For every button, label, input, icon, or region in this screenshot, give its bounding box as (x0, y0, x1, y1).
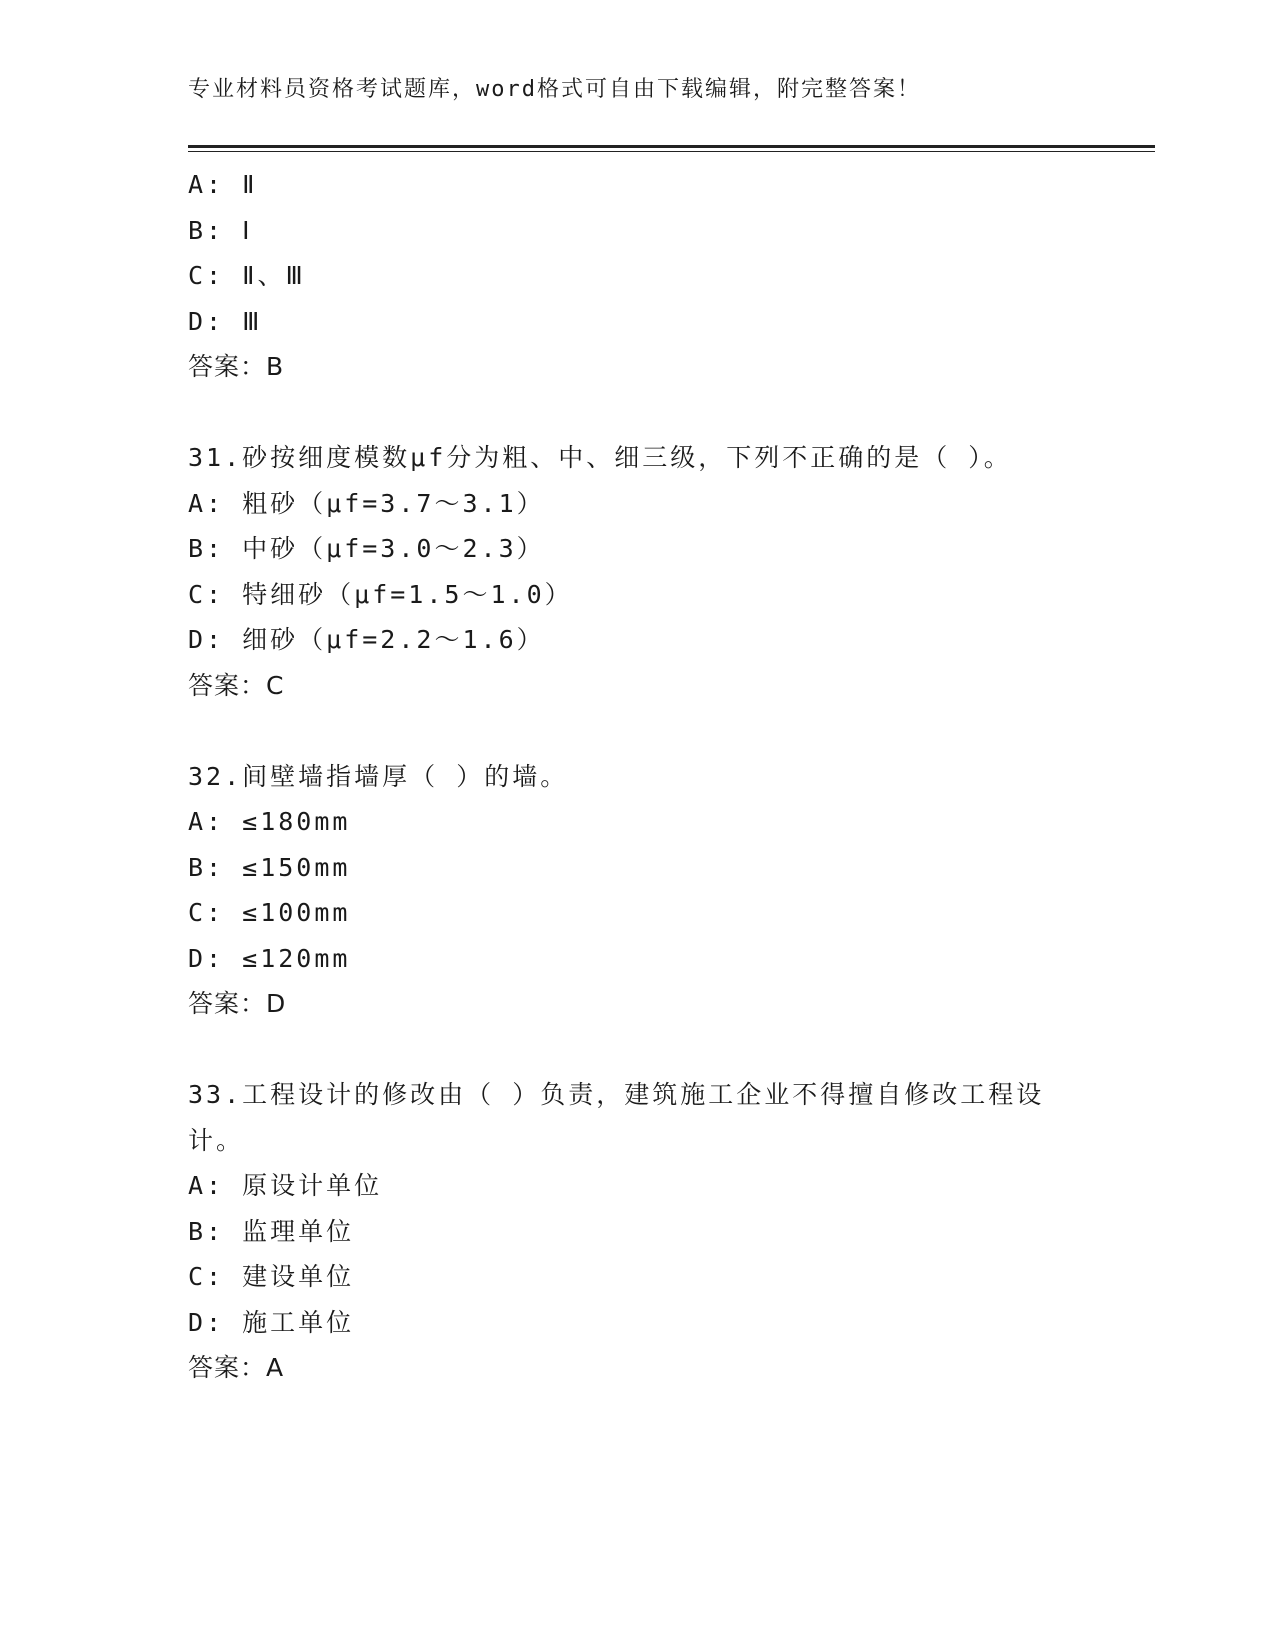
question-33 (188, 1072, 1088, 1391)
question-text-line-2: 计。 (188, 1125, 245, 1155)
option-c: C: Ⅱ、Ⅲ (188, 261, 306, 290)
option-c: C: ≤100mm (188, 898, 351, 927)
option-a: A: Ⅱ (188, 170, 258, 199)
option-d: D: Ⅲ (188, 306, 263, 336)
answer-line: 答案：B (188, 352, 285, 381)
option-a: A: ≤180mm (188, 807, 351, 836)
option-b: B: 监理单位 (188, 1216, 355, 1246)
header-rule-thick (188, 145, 1155, 148)
option-d: D: 细砂（μf=2.2～1.6） (188, 625, 545, 654)
option-b: B: ≤150mm (188, 852, 351, 882)
option-d: D: 施工单位 (188, 1307, 355, 1337)
option-a: A: 原设计单位 (188, 1171, 383, 1200)
answer-line: 答案：C (188, 670, 285, 700)
spacer (188, 1027, 1088, 1073)
header-rule-thin (188, 151, 1155, 152)
document-header: 专业材料员资格考试题库，word格式可自由下载编辑，附完整答案！ (188, 77, 921, 102)
answer-line: 答案：D (188, 989, 287, 1018)
spacer (188, 708, 1088, 754)
option-c: C: 建设单位 (188, 1262, 355, 1291)
question-32 (188, 754, 1088, 1027)
question-text-line-1: 33.工程设计的修改由（ ）负责，建筑施工企业不得擅自修改工程设 (188, 1080, 1045, 1109)
answer-line: 答案：A (188, 1353, 285, 1382)
question-text: 32.间壁墙指墙厚（ ）的墙。 (188, 761, 569, 791)
question-content (188, 162, 1088, 1391)
spacer (188, 390, 1088, 436)
option-c: C: 特细砂（μf=1.5～1.0） (188, 579, 573, 609)
option-a: A: 粗砂（μf=3.7～3.1） (188, 488, 545, 518)
prev-question-block (188, 162, 1088, 390)
question-text: 31.砂按细度模数μf分为粗、中、细三级，下列不正确的是（ ）。 (188, 443, 1012, 472)
option-b: B: 中砂（μf=3.0～2.3） (188, 534, 545, 563)
option-b: B: Ⅰ (188, 215, 253, 245)
option-d: D: ≤120mm (188, 943, 351, 973)
question-31 (188, 435, 1088, 708)
